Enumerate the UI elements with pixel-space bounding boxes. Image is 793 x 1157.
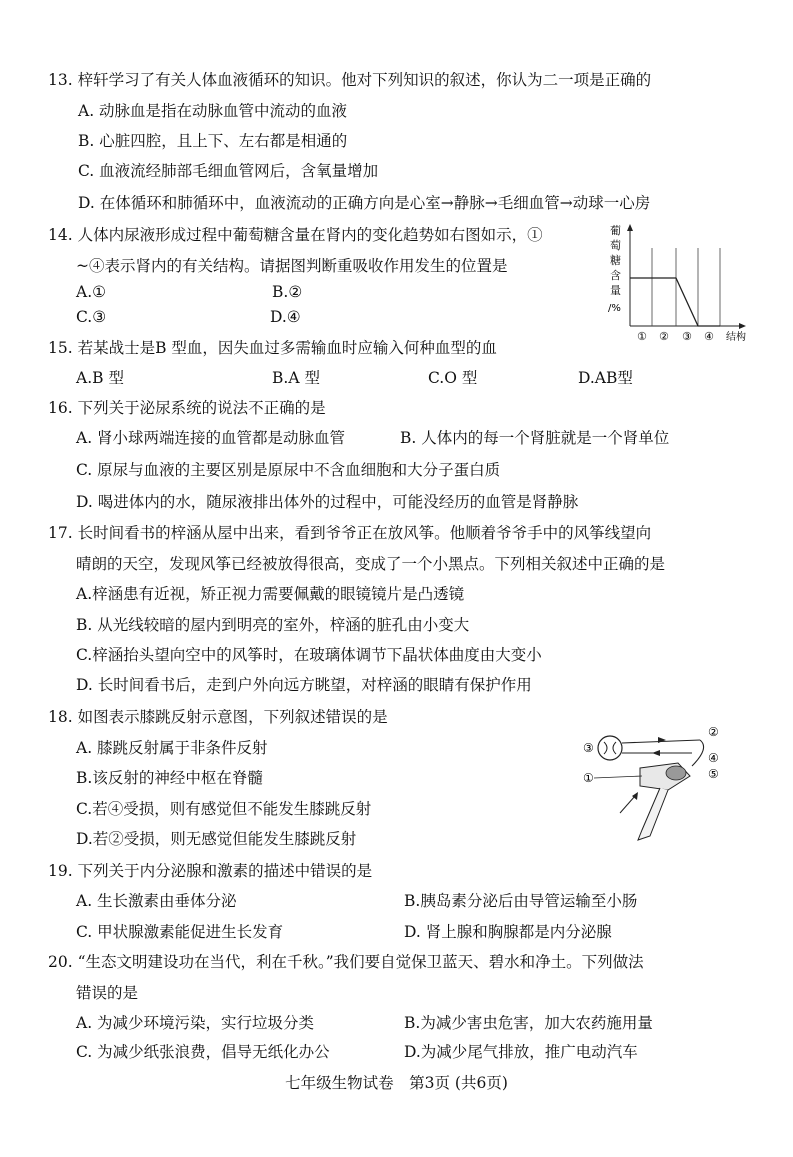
q13-option-d: D. 在体循环和肺循环中，血液流动的正确方向是心室→静脉→毛细血管→动球一心房 <box>78 194 651 212</box>
q15-option-d: D.AB型 <box>578 369 633 387</box>
q20-stem-line2: 错误的是 <box>76 984 139 1002</box>
label-3: ③ <box>583 741 594 755</box>
glucose-graph <box>600 222 756 346</box>
tick-2: ② <box>659 330 669 343</box>
arrow-icon <box>652 750 660 756</box>
q18-option-d: D.若②受损，则无感觉但能发生膝跳反射 <box>76 830 357 848</box>
q16-option-a: A. 肾小球两端连接的血管都是动脉血管 <box>76 429 346 447</box>
q18-option-c: C.若④受损，则有感觉但不能发生膝跳反射 <box>76 800 372 818</box>
ylabel-char-6: /% <box>608 303 621 314</box>
q16-stem: 16. 下列关于泌尿系统的说法不正确的是 <box>48 399 326 417</box>
q14-option-d: D.④ <box>270 308 301 326</box>
q19-stem: 19. 下列关于内分泌腺和激素的描述中错误的是 <box>48 862 373 880</box>
ylabel-char-3: 糖 <box>610 254 621 267</box>
q19-option-b: B.胰岛素分泌后由导管运输至小肠 <box>404 892 638 910</box>
tick-4: ④ <box>704 330 714 343</box>
q13-stem: 13. 梓轩学习了有关人体血液循环的知识。他对下列知识的叙述，你认为二一项是正确的 <box>48 71 652 89</box>
leader-line <box>594 776 642 778</box>
label-2: ② <box>708 725 719 739</box>
q14-stem-line1: 14. 人体内尿液形成过程中葡萄糖含量在肾内的变化趋势如右图如示，① <box>48 226 543 244</box>
ylabel-char-4: 含 <box>610 269 621 282</box>
knee-reflex-diagram <box>580 718 725 848</box>
ylabel-char-1: 葡 <box>610 224 621 237</box>
q14-option-b: B.② <box>272 283 303 301</box>
q16-option-d: D. 喝进体内的水，随尿液排出体外的过程中，可能没经历的血管是肾静脉 <box>76 493 579 511</box>
page-footer: 七年级生物试卷 第3页 (共6页) <box>285 1074 508 1092</box>
q17-option-b: B. 从光线较暗的屋内到明亮的室外，梓涵的脏孔由小变大 <box>76 616 470 634</box>
q15-option-b: B.A 型 <box>272 369 320 387</box>
graph-x-arrow <box>739 323 746 329</box>
tick-1: ① <box>637 330 647 343</box>
tick-3: ③ <box>682 330 692 343</box>
q20-option-d: D.为减少尾气排放，推广电动汽车 <box>404 1043 638 1061</box>
q15-option-c: C.O 型 <box>428 369 478 387</box>
q14-option-c: C.③ <box>76 308 107 326</box>
q18-option-a: A. 膝跳反射属于非条件反射 <box>76 739 268 757</box>
q14-stem-line2: ~④表示肾内的有关结构。请据图判断重吸收作用发生的位置是 <box>76 257 508 275</box>
knee-icon <box>666 766 686 780</box>
q15-option-a: A.B 型 <box>76 369 124 387</box>
q17-stem-line1: 17. 长时间看书的梓涵从屋中出来，看到爷爷正在放风筝。他顺着爷爷手中的风筝线望向 <box>48 524 652 542</box>
q17-option-d: D. 长时间看书后，走到户外向远方眺望，对梓涵的眼睛有保护作用 <box>76 676 532 694</box>
q13-option-a: A. 动脉血是指在动脉血管中流动的血液 <box>78 102 348 120</box>
q17-option-a: A.梓涵患有近视，矫正视力需要佩戴的眼镜镜片是凸透镜 <box>76 585 465 603</box>
q16-option-c: C. 原尿与血液的主要区别是原尿中不含血细胞和大分子蛋白质 <box>76 461 501 479</box>
q19-option-d: D. 肾上腺和胸腺都是内分泌腺 <box>404 923 612 941</box>
q13-option-c: C. 血液流经肺部毛细血管网后，含氧量增加 <box>78 162 379 180</box>
receptor-curve <box>692 740 704 766</box>
q13-option-b: B. 心脏四腔，且上下、左右都是相通的 <box>78 132 348 150</box>
arrow-icon <box>658 737 666 743</box>
q18-stem: 18. 如图表示膝跳反射示意图，下列叙述错误的是 <box>48 708 388 726</box>
q20-option-c: C. 为减少纸张浪费，倡导无纸化办公 <box>76 1043 330 1061</box>
q19-option-a: A. 生长激素由垂体分泌 <box>76 892 237 910</box>
q19-option-c: C. 甲状腺激素能促进生长发育 <box>76 923 284 941</box>
ylabel-char-2: 萄 <box>610 239 621 252</box>
graph-xlabel: 结构 <box>726 332 746 343</box>
glucose-line <box>630 278 720 326</box>
q18-option-b: B.该反射的神经中枢在脊髓 <box>76 769 263 787</box>
q20-option-a: A. 为减少环境污染，实行垃圾分类 <box>76 1014 315 1032</box>
q20-option-b: B.为减少害虫危害，加大农药施用量 <box>404 1014 653 1032</box>
lower-leg-icon <box>638 788 668 840</box>
q17-option-c: C.梓涵抬头望向空中的风筝时，在玻璃体调节下晶状体曲度由大变小 <box>76 646 542 664</box>
graph-ylabel <box>608 223 621 314</box>
spinal-cord-icon <box>598 736 622 760</box>
q20-stem-line1: 20. “生态文明建设功在当代，利在千秋。”我们要自觉保卫蓝天、碧水和净土。下列做法 <box>48 953 644 971</box>
q14-option-a: A.① <box>76 283 107 301</box>
label-4: ④ <box>708 751 719 765</box>
q15-stem: 15. 若某战士是B 型血，因失血过多需输血时应输入何种血型的血 <box>48 339 497 357</box>
q17-stem-line2: 晴朗的天空，发现风筝已经被放得很高，变成了一个小黑点。下列相关叙述中正确的是 <box>76 555 666 573</box>
gray-matter-icon <box>604 742 616 754</box>
q16-option-b: B. 人体内的每一个肾脏就是一个肾单位 <box>400 429 670 447</box>
label-1: ① <box>583 771 594 785</box>
graph-y-arrow <box>627 224 633 231</box>
ylabel-char-5: 量 <box>610 284 621 297</box>
label-5: ⑤ <box>708 767 719 781</box>
hammer-line <box>620 796 635 813</box>
